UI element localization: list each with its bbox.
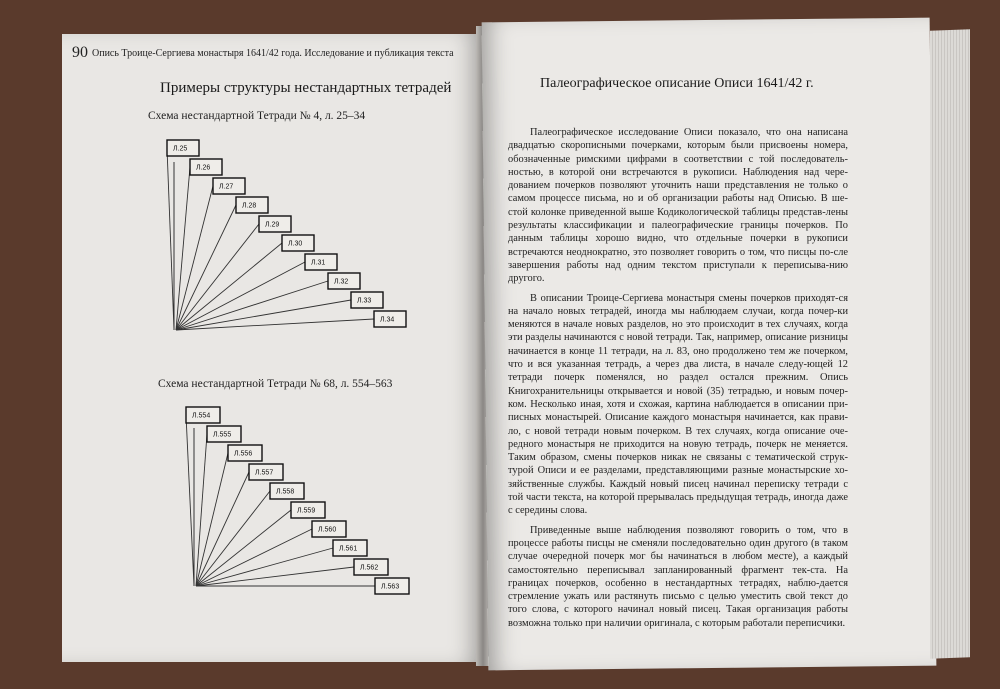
scheme1-caption: Схема нестандартной Тетради № 4, л. 25–34: [148, 110, 366, 122]
scheme-link-line: [196, 472, 249, 586]
leaf-label: Л.554: [192, 412, 211, 420]
scheme-link-line: [176, 262, 305, 330]
leaf-label: Л.32: [334, 278, 349, 286]
leaf-label: Л.25: [173, 145, 188, 153]
leaf-label: Л.557: [255, 469, 274, 477]
left-page-title: Примеры структуры нестандартных тетрадей: [160, 80, 452, 96]
scheme2-diagram: [186, 407, 409, 594]
page-number: 90: [72, 44, 88, 61]
leaf-label: Л.555: [213, 431, 232, 439]
scheme-link-line: [196, 510, 291, 586]
paragraph: В описании Троице-Сергиева монастыря смены почерков приходят-ся на начало новых тетрадей, иногда мы наблюдаем случаи, когда почер-ки меняются в начале новых разделов, но это происходит в тех случаях, когда эти разделы начинаются с новой тетради. Так, например, описание ризницы начинается в конце 11 тетради, на л. 83, оно продолжено тем же почерком, что и вся указанная тетрадь, а через два листа, в начале следу-ющей 12 тетради почерк поменялся, но раздел остался прежним. Опись Книгохранительницы открывается и новой (35) тетрадью, и новым почер-ком. Несколько иная, хотя и схожая, картина наблюдается в описании при-писных монастырей. Описание каждого монастыря начинается, как прави-ло, с новой тетради новым почерком. В тех случаях, когда описание оче-редного монастыря не приходится на новую тетрадь, почерк не меняется. Таким образом, смены почерков никак не связаны с тематической струк-турой Описи и ее разделами, представляющими разные монастырские хо-зяйственные службы. Каждый новый писец начинал переписку тетради с той части текста, на которой прерывалась предыдущая тетрадь, иногда даже с середины слова.: [508, 292, 848, 517]
leaf-label: Л.33: [357, 297, 372, 305]
scheme-link-line: [196, 529, 312, 586]
running-head: Опись Троице-Сергиева монастыря 1641/42 года. Исследование и публикация текста: [92, 48, 454, 59]
right-page-title: Палеографическое описание Описи 1641/42 г.: [540, 76, 814, 91]
leaf-label: Л.28: [242, 202, 257, 210]
scheme-link-line: [176, 186, 213, 330]
leaf-label: Л.31: [311, 259, 326, 267]
leaf-label: Л.29: [265, 221, 280, 229]
scheme-link-line: [196, 548, 333, 586]
leaf-label: Л.561: [339, 545, 358, 553]
scheme-link-line: [196, 567, 354, 586]
body-text: [508, 126, 848, 636]
scheme2-caption: Схема нестандартной Тетради № 68, л. 554–563: [158, 378, 393, 390]
scheme-link-line: [186, 415, 194, 586]
leaf-label: Л.27: [219, 183, 234, 191]
leaf-label: Л.563: [381, 583, 400, 591]
leaf-label: Л.30: [288, 240, 303, 248]
leaf-label: Л.559: [297, 507, 316, 515]
leaf-label: Л.34: [380, 316, 395, 324]
leaf-label: Л.558: [276, 488, 295, 496]
leaf-label: Л.562: [360, 564, 379, 572]
scheme-link-line: [176, 224, 259, 330]
scheme1-diagram: [167, 140, 406, 330]
leaf-label: Л.560: [318, 526, 337, 534]
leaf-label: Л.26: [196, 164, 211, 172]
paragraph: Палеографическое исследование Описи показало, что она написана двадцатью скорописными почерками, которым были присвоены номера, обозначенные римскими цифрами в соответствии с той последователь-ностью, в которой они встречаются в рукописи. Наблюдения над чере-дованием почерков позволяют уточнить наши представления не только о самом процессе письма, но и об организации работы над Описью. В ше-стой колонке приведенной выше Кодикологической таблицы представ-лены результаты классификации и палеографические границы почерков. По данным таблицы хорошо видно, что отдельные почерки в рукописи встречаются неоднократно, это позволяет говорить о том, что писцы по-сле завершения работы над одним текстом приступали к переписыва-нию другого.: [508, 127, 848, 285]
leaf-label: Л.556: [234, 450, 253, 458]
paragraph: Приведенные выше наблюдения позволяют говорить о том, что в процессе работы писцы не сменяли последовательно один другого (в таком случае очередной почерк мог бы начинаться в любом месте), а каждый самостоятельно переписывал запланированный фрагмент тек-ста. На границах почерков, особенно в нестандартных тетрадях, наблю-дается стремление ужать или растянуть письмо с целью уместить свой текст до того слова, с которого начинал новый писец. Такая организация работы возможна только при наличии оригинала, с которым работали переписчики.: [508, 524, 848, 629]
scheme-link-line: [176, 243, 282, 330]
scheme-link-line: [167, 148, 174, 330]
